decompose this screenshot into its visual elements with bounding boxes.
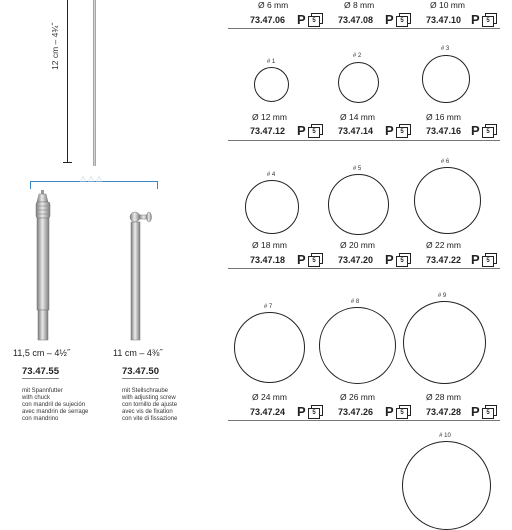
- dimension-label: 12 cm – 4¾˝: [50, 22, 60, 70]
- ring-number: # 4: [266, 172, 276, 178]
- package-p-icon: P: [471, 12, 480, 27]
- package-p-icon: P: [385, 12, 394, 27]
- ring-code: 73.47.22: [426, 255, 462, 265]
- package-p-icon: P: [471, 252, 480, 267]
- ring-outline: [245, 180, 299, 234]
- ring-outline: [254, 67, 289, 102]
- ring-code: 73.47.24: [250, 407, 286, 417]
- package-qty-box: 5: [482, 408, 494, 419]
- package-p-icon: P: [385, 252, 394, 267]
- ring-number: # 10: [439, 433, 451, 439]
- ring-number: # 8: [350, 299, 360, 305]
- ring-code: 73.47.12: [250, 126, 286, 136]
- package-qty-box: 5: [308, 256, 320, 267]
- triangle-icon: △: [96, 174, 103, 183]
- ring-code: 73.47.14: [338, 126, 374, 136]
- ring-size: Ø 22 mm: [426, 240, 461, 250]
- package-qty-box: 5: [308, 127, 320, 138]
- handle-with-screw-image: [126, 208, 154, 342]
- ring-outline: [422, 55, 470, 103]
- ring-outline: [319, 307, 396, 384]
- package-p-icon: P: [385, 123, 394, 138]
- ring-number: # 7: [263, 304, 273, 310]
- package-p-icon: P: [471, 404, 480, 419]
- ring-outline: [234, 312, 305, 383]
- ring-size: Ø 24 mm: [252, 392, 287, 402]
- ring-outline: [328, 174, 389, 235]
- ring-code: 73.47.28: [426, 407, 462, 417]
- triangle-icon: △: [88, 174, 95, 183]
- ring-code: 73.47.26: [338, 407, 374, 417]
- ring-code: 73.47.08: [338, 15, 374, 25]
- ring-number: # 3: [440, 46, 450, 52]
- handle-description: mit Spannfutter with chuck con mandril de sujeción avec mandrin de serrage con mandrino: [22, 388, 89, 422]
- ring-outline: [402, 441, 491, 530]
- handle-size-label: 11 cm – 4⅜˝: [113, 348, 163, 358]
- ring-size: Ø 18 mm: [252, 240, 287, 250]
- row-divider: [228, 140, 500, 141]
- package-p-icon: P: [297, 252, 306, 267]
- ring-code: 73.47.10: [426, 15, 462, 25]
- ring-code: 73.47.18: [250, 255, 286, 265]
- instrument-rod-image: [93, 0, 96, 166]
- dimension-line: [67, 0, 68, 163]
- ring-code: 73.47.16: [426, 126, 462, 136]
- handle-description: mit Stellschraube with adjusting screw con tornillo de ajuste avec vis de fixation con vite di fissazione: [122, 388, 178, 422]
- ring-outline: [414, 167, 481, 234]
- package-qty-box: 5: [396, 127, 408, 138]
- handle-code: 73.47.50: [122, 366, 159, 377]
- ring-outline: [403, 301, 486, 384]
- ring-size: Ø 20 mm: [340, 240, 375, 250]
- package-p-icon: P: [297, 123, 306, 138]
- ring-size: Ø 28 mm: [426, 392, 461, 402]
- ring-size: Ø 8 mm: [344, 0, 375, 10]
- ring-size: Ø 12 mm: [252, 112, 287, 122]
- ring-number: # 5: [352, 166, 362, 172]
- handle-size-label: 11,5 cm – 4½˝: [13, 348, 70, 358]
- package-p-icon: P: [297, 404, 306, 419]
- row-divider: [228, 268, 500, 269]
- ring-code: 73.47.20: [338, 255, 374, 265]
- ring-size: Ø 26 mm: [340, 392, 375, 402]
- ring-size: Ø 14 mm: [340, 112, 375, 122]
- row-divider: [228, 420, 500, 421]
- ring-code: 73.47.06: [250, 15, 286, 25]
- ring-size: Ø 16 mm: [426, 112, 461, 122]
- ring-size: Ø 6 mm: [258, 0, 289, 10]
- ring-number: # 2: [352, 53, 362, 59]
- package-p-icon: P: [385, 404, 394, 419]
- package-qty-box: 5: [308, 16, 320, 27]
- ring-number: # 9: [437, 293, 447, 299]
- package-qty-box: 5: [396, 16, 408, 27]
- triangle-icon: △: [80, 174, 87, 183]
- package-qty-box: 5: [396, 256, 408, 267]
- row-divider: [228, 28, 500, 29]
- package-qty-box: 5: [396, 408, 408, 419]
- ring-number: # 1: [266, 59, 276, 65]
- package-qty-box: 5: [482, 127, 494, 138]
- ring-size: Ø 10 mm: [430, 0, 465, 10]
- handle-with-chuck-image: [28, 190, 58, 342]
- package-p-icon: P: [297, 12, 306, 27]
- ring-number: # 6: [440, 159, 450, 165]
- package-qty-box: 5: [482, 256, 494, 267]
- handle-code: 73.47.55: [22, 366, 59, 377]
- dimension-tick: [63, 162, 72, 163]
- ring-outline: [338, 62, 379, 103]
- package-p-icon: P: [471, 123, 480, 138]
- package-qty-box: 5: [308, 408, 320, 419]
- package-qty-box: 5: [482, 16, 494, 27]
